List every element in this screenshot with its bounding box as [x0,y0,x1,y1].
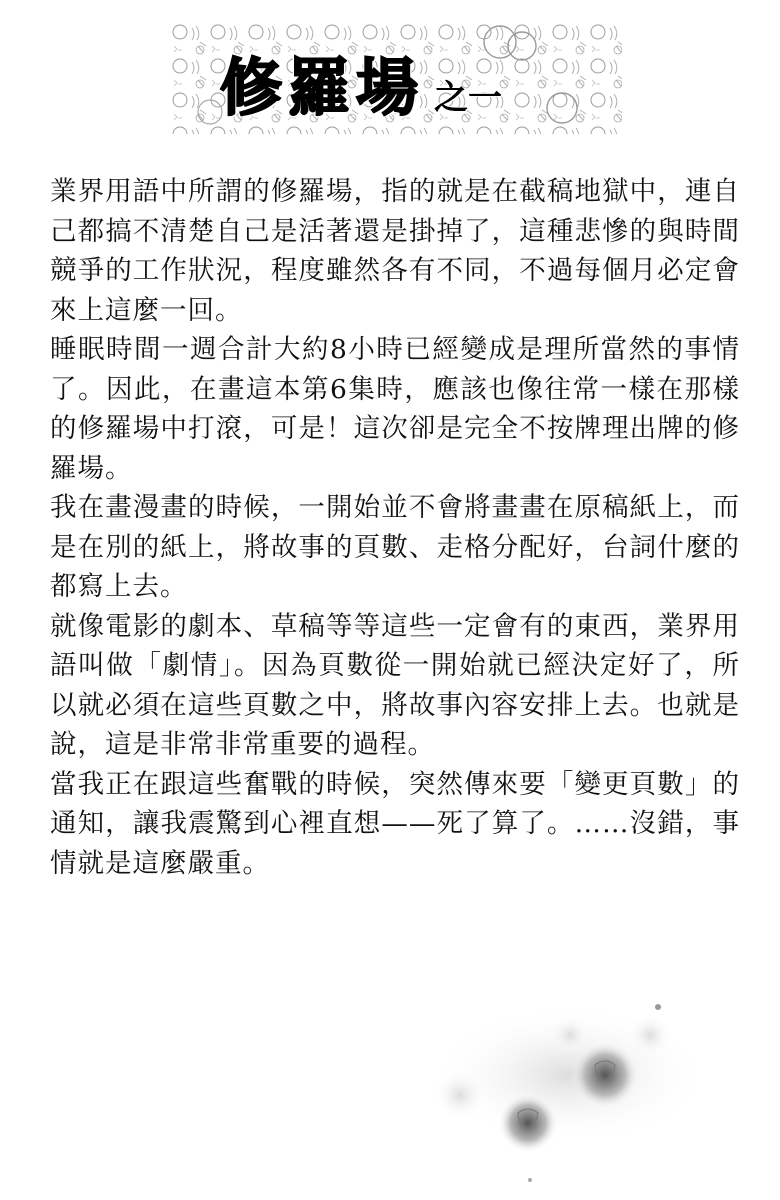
page-title: 修羅場 [220,51,425,124]
paragraph: 睡眠時間一週合計大約8小時已經變成是理所當然的事情了。因此，在畫這本第6集時，應該也像往常一樣在那樣的修羅場中打滾，可是！這次卻是完全不按牌理出牌的修羅場。 [50,334,740,484]
paragraph: 我在畫漫畫的時候，一開始並不會將畫畫在原稿紙上，而是在別的紙上，將故事的頁數、走格分配好，台詞什麼的都寫上去。 [50,492,740,602]
title-banner [170,22,622,134]
title-suffix: 之一 [434,78,503,118]
paragraph: 業界用語中所謂的修羅場，指的就是在截稿地獄中，連自己都搞不清楚自己是活著還是掛掉了，這種悲慘的與時間競爭的工作狀況，程度雖然各有不同，不過每個月必定會來上這麼一回。 [50,176,740,326]
blossom-illustration [420,995,710,1185]
paragraph: 就像電影的劇本、草稿等等這些一定會有的東西，業界用語叫做「劇情」。因為頁數從一開始就已經決定好了，所以就必須在這些頁數之中，將故事內容安排上去。也就是說，這是非常非常重要的過程。 [50,610,740,760]
paragraph: 當我正在跟這些奮戰的時候，突然傳來要「變更頁數」的通知，讓我震驚到心裡直想——死了算了。……沒錯，事情就是這麼嚴重。 [50,768,740,879]
essay-body [50,172,740,883]
